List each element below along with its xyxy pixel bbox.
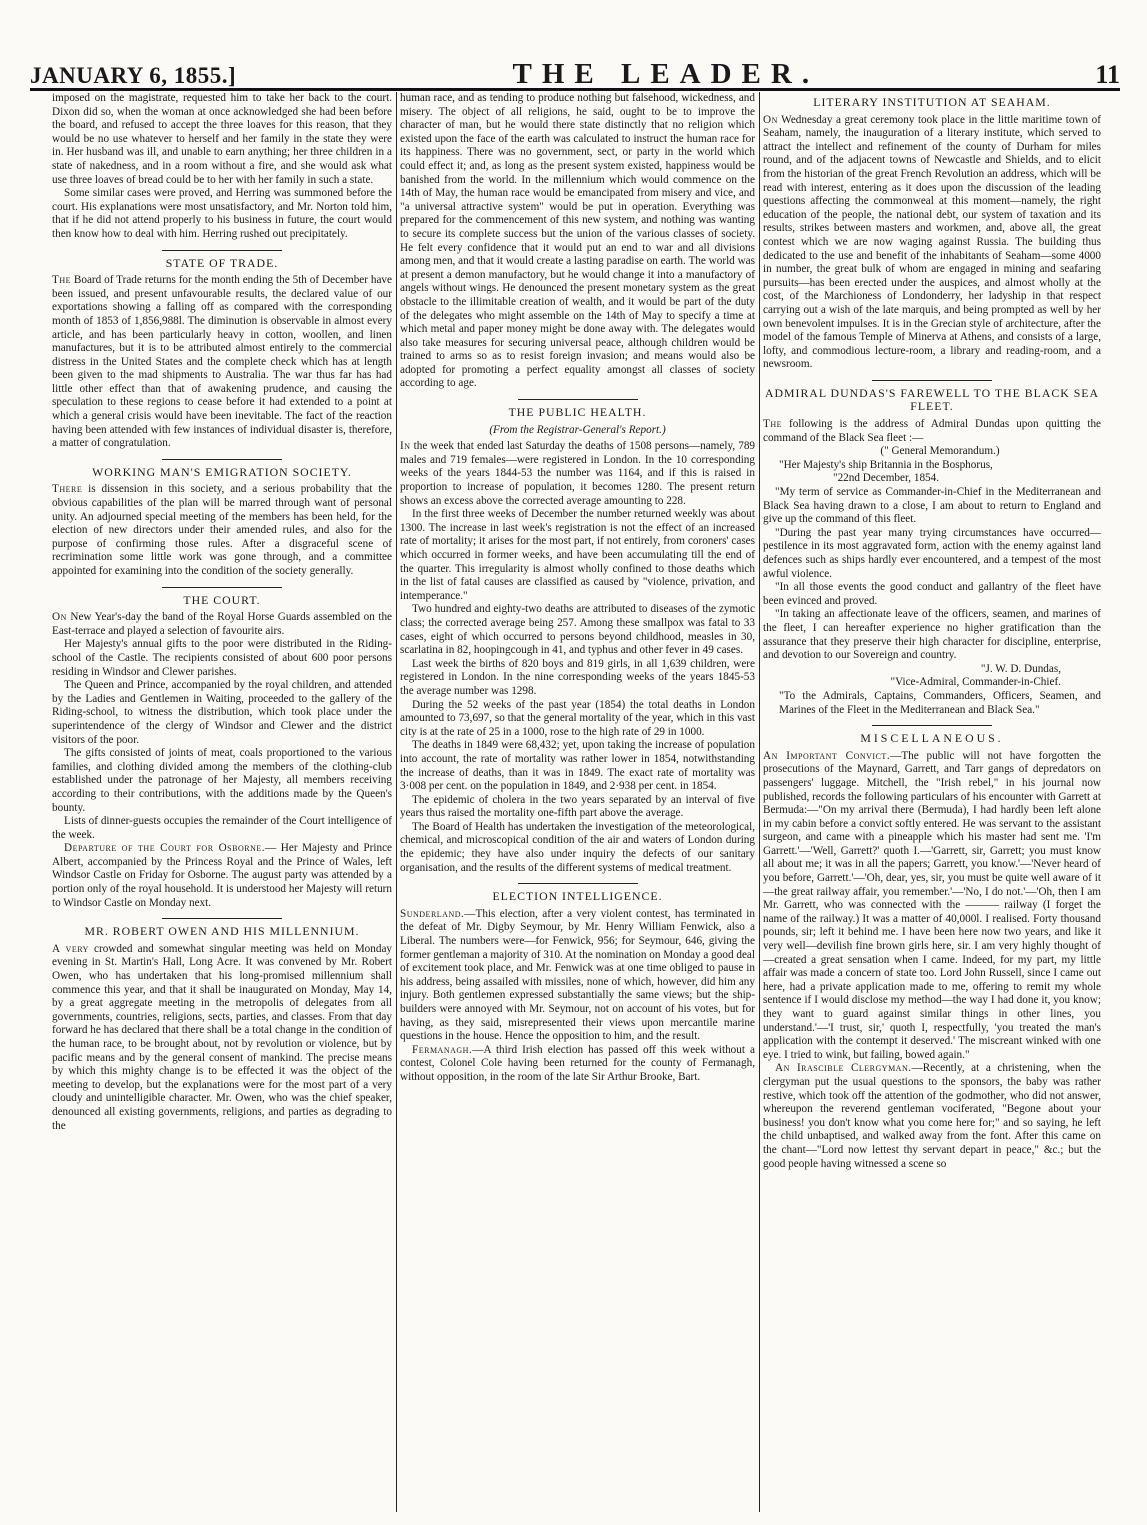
letter-recipients: "To the Admirals, Captains, Commanders, Officers, Seamen, and Marines of the Fleet in the Mediterranean and Black Sea."	[779, 689, 1101, 716]
paragraph	[763, 1062, 1101, 1171]
section-divider	[162, 918, 282, 919]
paragraph: The Queen and Prince, accompanied by the royal children, and attended by the Ladies and Gentlemen in Waiting, proceeded to the gallery of the Riding-school, to witness the distribution, which took place under the superintendence of the clergy of Windsor and Clewer and the district visitors of the poor.	[52, 679, 392, 746]
paragraph-text: —A third Irish election has passed off this week without a contest, Colonel Cole having been returned for the county of Fermanagh, without opposition, in the room of the late Sir Arthur Brooke, Bart.	[400, 1043, 755, 1083]
paragraph: Two hundred and eighty-two deaths are attributed to diseases of the zymotic class; the corrected average being 257. Among these smallpox was fatal to 33 cases, eight of which occurred to persons beyond childhood, measles in 30, scarlatina in 82, hoopingcough in 41, and typhus and other fever in 49 cases.	[400, 603, 755, 657]
paragraph-text: —This election, after a very violent contest, has terminated in the defeat of Mr. Digby Seymour, by Mr. Henry William Fenwick, also a Liberal. The numbers were—for Fenwick, 956; for Seymour, 646, giving the former gentleman a majority of 310. At the nomination on Monday a good deal of excitement took place, and Mr. Fenwick was at one time obliged to pause in his address, being assailed with missiles, none of which, however, did him any injury. Both gentlemen expressed substantially the same views; but the ship-builders were annoyed with Mr. Seymour, not on account of his votes, but for having, as they said, misrepresented their views upon mercantile marine questions in the house. Hence the opposition to him, and the result.	[400, 907, 755, 1043]
paragraph: Lists of dinner-guests occupies the remainder of the Court intelligence of the week.	[52, 815, 392, 841]
newspaper-title: THE LEADER.	[512, 58, 820, 90]
heading-election-intelligence: ELECTION INTELLIGENCE.	[492, 889, 663, 904]
paragraph-text: following is the address of Admiral Dundas upon quitting the command of the Black Sea fleet :—	[763, 418, 1101, 444]
heading-emigration-society: WORKING MAN'S EMIGRATION SOCIETY.	[92, 464, 352, 479]
section-divider	[518, 883, 638, 884]
section-divider	[872, 380, 992, 381]
paragraph: The Board of Health has undertaken the investigation of the meteorological, chemical, and microscopical condition of the air and waters of London during the epidemic; they have also under inquiry the defects of our sanitary organisation, and the results of the different systems of medical treatment.	[400, 820, 755, 874]
paragraph-text: New Year's-day the band of the Royal Horse Guards assembled on the East-terrace and played a selection of favourite airs.	[52, 611, 392, 637]
paragraph: During the 52 weeks of the past year (1854) the total deaths in London amounted to 73,697, so that the general mortality of the year, which in this vast city is at the rate of 25 in a 1000, rose to the high rate of 29 in 1000.	[400, 698, 755, 738]
paragraph	[763, 114, 1101, 372]
column-rule	[759, 92, 760, 1512]
section-divider	[872, 725, 992, 726]
run-in-heading: Sunderland.	[400, 907, 465, 920]
section-divider	[518, 399, 638, 400]
lead-word: On	[52, 611, 67, 624]
paragraph-text: Board of Trade returns for the month ending the 5th of December have been issued, and present unfavourable results, the declared value of our exportations showing a falling off as compared with the corresponding month of 1853 of 1,856,988l. The diminution is observable in almost every article, and has been particularly heavy in cotton, woollen, and linen manufactures, but it is to be attributed almost entirely to the commercial distress in the United States and the complete check which has at length been given to the mad shipments to Australia. The war thus far has had little other effect than that of awakening prudence, and causing the speculation to these regions to cease before it had extended to a point at which a general crisis would have been inevitable. The fact of the reaction having been attended with few instances of individual disaster is, therefore, a matter of congratulation.	[52, 274, 392, 450]
paragraph: The deaths in 1849 were 68,432; yet, upon taking the increase of population into account, the rate of mortality was rather lower in 1854, notwithstanding the increase of deaths, than it was in 1849. The exact rate of mortality was 3·008 per cent. on the population in 1849, and 2·938 per cent. in 1854.	[400, 739, 755, 793]
column-rule	[396, 92, 397, 1512]
paragraph: "In taking an affectionate leave of the officers, seamen, and marines of the fleet, I can hereafter experience no higher gratification than the assurance that they preserve their high character for discipline, enterprise, and devotion to our Sovereign and country.	[763, 608, 1101, 662]
lead-word: A very	[52, 942, 89, 955]
paragraph	[52, 943, 392, 1133]
run-in-heading: Fermanagh.	[412, 1043, 473, 1056]
run-in-heading: An Irascible Clergyman.	[775, 1062, 912, 1075]
masthead-rule	[30, 88, 1120, 91]
heading-robert-owen: MR. ROBERT OWEN AND HIS MILLENNIUM.	[84, 924, 360, 939]
section-divider	[162, 587, 282, 588]
paragraph-text: —The public will not have forgotten the prosecutions of the Maynard, Garrett, and Tarr gangs of depredators on passengers' luggage. Mitchell, the "Irish rebel," in his journal now published, records the following particulars of his encounter with Garrett at Bermuda:—"On my arrival there (Bermuda), I had hardly been left alone in my cabin before a convict softly entered. He was servant to the assistant surgeon, and came with a pineapple which his master had sent me. 'I'm Garrett.'—'Well, Garrett?' quoth I.—'Garrett, sir, Garrett; you must know all about me; it was in all the papers; Garrett, you know.'—'Never heard of you before, Garrett.'—'Oh, dear, yes, sir, you must be quite well aware of it—the great railway affair, you remember.'—'No, I do not.'—'Oh, then I am Mr. Garrett, who was connected with the ——— railway (I forget the name of the railway.) It was a matter of 40,000l. I realised. Forty thousand pounds, sir; left it behind me. I have been here now two years, and like it very well—devilish fine brown girls here, sir. I am very highly thought of—created a great sensation when I came. Indeed, for my part, my little affair was made a concern of state too. Lord John Russell, since I came out here, had a private application made to me, offering to remit my whole sentence if I would disclose my method—the way I had done it, you know; they want to guard against similar things in other lines, you understand.'—'I trust, sir,' quoth I, respectfully, 'you treated the man's application with the contempt it deserved.' The miscreant winked with one eye. I tried to wink, but failing, bowed again."	[763, 749, 1101, 1061]
lead-word: There	[52, 483, 83, 496]
paragraph-text: — Her Majesty and Prince Albert, accompanied by the Princess Royal and the Prince of Wales, left Windsor Castle on Friday for Osborne. The august party was attended by a portion only of the royal household. It is understood her Majesty will return to Windsor Castle on Monday next.	[52, 842, 392, 909]
signature-title: "Vice-Admiral, Commander-in-Chief.	[890, 676, 1061, 689]
article-continuation: imposed on the magistrate, requested him to take her back to the court. Dixon did so, when the woman at once acknowledged she had been before the board, and refused to accept the three loaves for this reason, that they would be no use whatever to herself and her family in the state they were in. Her husband was ill, and unable to earn anything; her three children in a state of nakedness, and in a room without a fire, and she would ask what use three loaves of bread could be to her with her family in such a state.	[52, 92, 392, 186]
paragraph-text: crowded and somewhat singular meeting was held on Monday evening in St. Martin's Hall, Long Acre. It was convened by Mr. Robert Owen, who has undertaken that his long-promised millennium shall commence this year, and that it shall be inaugurated on Monday, May 14, by a great aggregate meeting in the metropolis of delegates from all governments, countries, religions, sects, parties, and classes. From that day forward he has declared that there shall be a total change in the condition of the human race, to be brought about, not by revolution or violence, but by pacific means and by the general consent of mankind. The precise means by which this mighty change is to be effected it was the object of the meeting to develop, but the explanations were for the most part of a very cloudy and unintelligible character. Mr. Owen, who was the chief speaker, denounced all existing governments, religions, and parties as degrading to the	[52, 942, 392, 1132]
heading-the-court: THE COURT.	[183, 592, 261, 607]
paragraph-text: Wednesday a great ceremony took place in the little maritime town of Seaham, namely, the inauguration of a literary institute, which served to attract the intellect and refinement of the county of Durham for miles round, and of the adjacent towns of Newcastle and Shields, and to elicit from the historian of the great French Revolution an address, which will be read with interest, entering as it does upon the discussion of the leading questions affecting the commonweal at this moment—namely, the right education of the people, the national debt, our system of taxation and its results, strikes between masters and workmen, and, above all, the great contest which we are now waging against Russia. The building thus dedicated to the use and benefit of the inhabitants of Seaham—some 4000 in number, the great bulk of whom are engaged in mining and seafaring pursuits—has been erected under the auspices, and almost wholly at the cost, of the Marchioness of Londonderry, her ladyship in that respect carrying out a wish of the late marquis, and being prompted as well by her own benevolent impulses. It is in the Grecian style of architecture, after the model of the famous Temple of Minerva at Athens, and consists of a large, lofty, and commodious lecture-room, a library and reading-room, and a newsroom.	[763, 113, 1101, 371]
section-divider	[162, 459, 282, 460]
article-continuation: human race, and as tending to produce nothing but falsehood, wickedness, and misery. The object of all religions, he said, ought to be to improve the character of man, but he would there state distinctly that no religion which existed upon the face of the earth was calculated to instruct the human race for its happiness. There was no government, sect, or party in the world which could effect it; and, as long as the present system existed, happiness would be banished from the world. In the millennium which would commence on the 14th of May, the human race would be emancipated from misery and vice, and "a universal attractive system" would be put in operation. Everything was prepared for the commencement of this new system, and nothing was wanting to secure its complete success but the union of the various classes of society. He felt every confidence that it would put an end to war and all divisions among men, and that it would create a lasting paradise on earth. The world was at present a demon manufactory, but he would change it into a manufactory of angels without wings. He denounced the present monetary system as the great obstacle to the illimitable creation of wealth, and it would be part of the duty of the delegates who might assemble on the 14th of May to specify a time at which metal and paper money might be done away with. The delegates would also take measures for securing universal peace, although children would be trained to arms so as to resist foreign invasion; and means would also be adopted for promoting a perfect equality amongst all classes of society according to age.	[400, 92, 755, 390]
paragraph: "During the past year many trying circumstances have occurred—pestilence in its most aggravated form, action with the enemy against land defences such as ships hardly ever encountered, and a tempest of the most awful violence.	[763, 526, 1101, 580]
page-number: 11	[1095, 60, 1120, 89]
paragraph: The gifts consisted of joints of meat, coals proportioned to the various families, and clothing divided among the members of the clothing-club established under the patronage of her Majesty, all members receiving according to their contributions, with the additions made by the Queen's bounty.	[52, 747, 392, 814]
heading-admiral-dundas: ADMIRAL DUNDAS'S FAREWELL TO THE BLACK SEA FLEET.	[764, 385, 1100, 414]
column-3	[763, 92, 1101, 1512]
paragraph: Some similar cases were proved, and Herring was summoned before the court. His explanations were most unsatisfactory, and Mr. Norton told him, that if he did not attend properly to his business in future, the court would then know how to deal with him. Herring rushed out precipitately.	[52, 187, 392, 240]
lead-word: The	[763, 418, 782, 431]
paragraph: Her Majesty's annual gifts to the poor were distributed in the Riding-school of the Castle. The recipients consisted of about 600 poor persons residing in Windsor and Clewer parishes.	[52, 638, 392, 678]
lead-word: The	[52, 274, 71, 287]
lead-word: On	[763, 113, 778, 126]
run-in-heading: An Important Convict.	[763, 749, 891, 762]
lead-word: In	[400, 440, 411, 453]
paragraph	[400, 1044, 755, 1085]
paragraph	[400, 440, 755, 508]
paragraph	[400, 908, 755, 1044]
paragraph	[763, 418, 1101, 445]
paragraph	[52, 842, 392, 910]
memo-label: (" General Memorandum.)	[880, 445, 1000, 458]
heading-seaham: LITERARY INSTITUTION AT SEAHAM.	[813, 95, 1051, 109]
issue-date: JANUARY 6, 1855.]	[30, 63, 237, 88]
masthead	[30, 58, 1120, 88]
paragraph	[52, 483, 392, 578]
paragraph: Last week the births of 820 boys and 819 girls, in all 1,639 children, were registered in London. In the nine corresponding weeks of the years 1845-53 the average number was 1298.	[400, 657, 755, 697]
paragraph-text: the week that ended last Saturday the deaths of 1508 persons—namely, 789 males and 719 females—were registered in London. In the 10 corresponding weeks of the years 1844-53 the number was 1164, and if this is raised in proportion to increase of population, it becomes 1280. The present return shows an excess above the corrected average amounting to 228.	[400, 440, 755, 507]
paragraph-text: is dissension in this society, and a serious probability that the obvious capabilities of the plan will be marred through want of personal unity. An adjourned special meeting of the members has been held, for the election of new directors under their amended rules, and also for the purpose of confirming those rules. After a disgraceful scene of recrimination some little work was gone through, and a committee appointed for examining into the condition of the society generally.	[52, 483, 392, 577]
heading-state-of-trade: STATE OF TRADE.	[165, 255, 279, 270]
paragraph: "In all those events the good conduct and gallantry of the fleet have been evinced and proved.	[763, 581, 1101, 607]
signature-name: "J. W. D. Dundas,	[980, 662, 1061, 675]
letter-date: "22nd December, 1854.	[833, 472, 940, 485]
paragraph: In the first three weeks of December the number returned weekly was about 1300. The increase in last week's registration is not the effect of an increased rate of mortality; it arises for the most part, if not entirely, from coroners' cases which occurred in former weeks, and have been accumulating till the end of the quarter. This irregularity is almost wholly confined to those deaths which in the list of fatal causes are classified as caused by "violence, privation, and intemperance."	[400, 508, 755, 602]
column-1	[52, 92, 392, 1512]
subheading: (From the Registrar-General's Report.)	[489, 423, 666, 436]
column-2	[400, 92, 755, 1512]
letter-address: "Her Majesty's ship Britannia in the Bosphorus,	[779, 458, 993, 471]
run-in-heading: Departure of the Court for Osborne.	[64, 842, 266, 855]
section-divider	[162, 250, 282, 251]
paragraph	[52, 274, 392, 451]
heading-miscellaneous: MISCELLANEOUS.	[860, 731, 1004, 746]
paragraph-text: —Recently, at a christening, when the clergyman put the usual questions to the sponsors, the baby was rather restive, which took off the attention of the godmother, who did not answer, whereupon the reverend gentleman vociferated, "Begone about your business! you don't know what you come here for;" and so saying, he left the child unbaptised, and walked away from the font. After this came on the chant—"Lord now lettest thy servant depart in peace," &c.; but the good people having witnessed a scene so	[763, 1062, 1101, 1170]
paragraph: "My term of service as Commander-in-Chief in the Mediterranean and Black Sea having drawn to a close, I am about to return to England and give up the command of this fleet.	[763, 486, 1101, 526]
heading-public-health: THE PUBLIC HEALTH.	[508, 405, 647, 420]
paragraph: The epidemic of cholera in the two years separated by an interval of five years thus raised the mortality one-fifth part above the average.	[400, 793, 755, 820]
paragraph	[52, 611, 392, 638]
paragraph	[763, 750, 1101, 1063]
